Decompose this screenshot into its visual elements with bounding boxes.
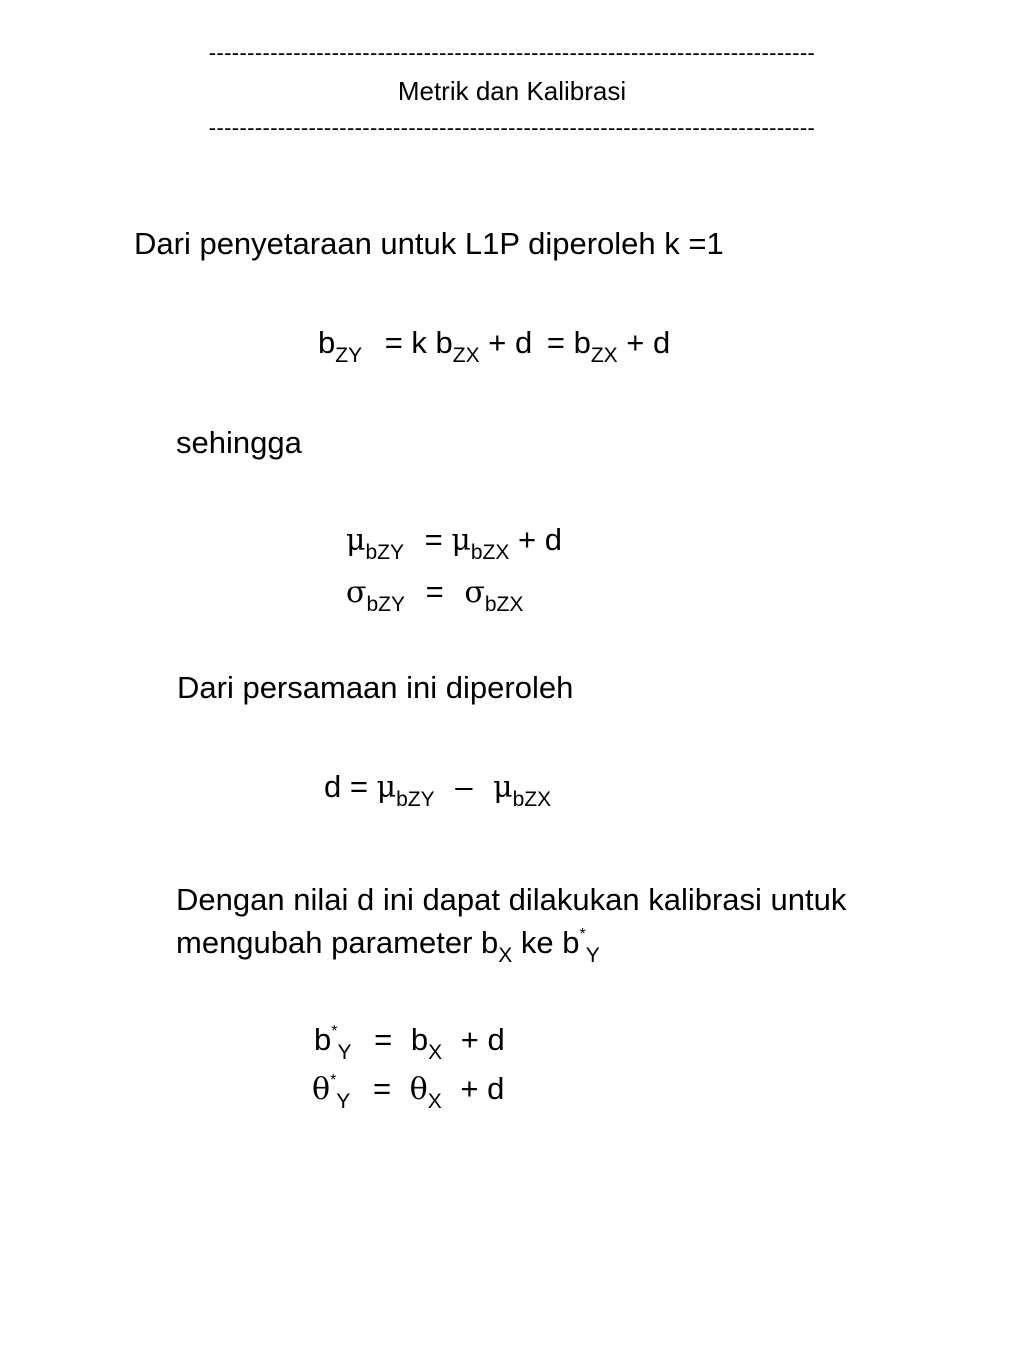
mu-sub-bzx: bZX bbox=[470, 540, 510, 564]
mu-symbol-2: μ bbox=[451, 523, 471, 558]
equation-mu bbox=[346, 522, 562, 564]
eq1-eq-b: = b bbox=[546, 325, 591, 360]
header-rule-bottom: ------------------------------------------------------------------------------- bbox=[208, 115, 816, 140]
d-minus: – bbox=[455, 769, 473, 804]
equation-b-star bbox=[314, 1022, 505, 1064]
d-sub-bzx: bZX bbox=[512, 787, 552, 811]
bstar-sub-y: Y bbox=[337, 1040, 352, 1064]
sehingga-text: sehingga bbox=[176, 425, 302, 460]
bstar-star: * bbox=[331, 1023, 338, 1041]
theta-symbol-2: θ bbox=[409, 1072, 428, 1107]
header-rule-top: ------------------------------------------------------------------------------- bbox=[208, 40, 816, 65]
sigma-symbol-2: σ bbox=[464, 575, 485, 610]
d-sub-bzy: bZY bbox=[396, 787, 435, 811]
sigma-sub-bzx: bZX bbox=[484, 592, 524, 616]
eq1-b: b bbox=[318, 325, 336, 360]
bstar-plus-d: + d bbox=[460, 1022, 505, 1057]
d-mu-symbol: μ bbox=[376, 770, 397, 805]
kalibrasi-sub-x: X bbox=[498, 943, 513, 967]
eq1-sub-zx-2: ZX bbox=[590, 343, 618, 367]
bstar-sub-x: X bbox=[428, 1040, 443, 1064]
eq1-plus-d-end: + d bbox=[626, 325, 671, 360]
kalibrasi-line-2 bbox=[176, 925, 600, 967]
d-mu-symbol-2: μ bbox=[493, 770, 513, 805]
theta-sub-x: X bbox=[427, 1089, 442, 1113]
theta-plus-d: + d bbox=[460, 1071, 505, 1106]
mu-plus-d: + d bbox=[518, 522, 562, 557]
page-title: Metrik dan Kalibrasi bbox=[397, 76, 627, 106]
eq1-sub-zx: ZX bbox=[452, 343, 480, 367]
theta-sub-y: Y bbox=[336, 1089, 351, 1113]
kalibrasi-ke: ke b bbox=[512, 925, 580, 960]
theta-symbol: θ bbox=[312, 1072, 331, 1107]
kalibrasi-text: mengubah parameter b bbox=[176, 925, 499, 960]
kalibrasi-line-1: Dengan nilai d ini dapat dilakukan kalibrasi untuk bbox=[176, 882, 847, 917]
equation-d bbox=[324, 769, 552, 811]
eq1-plus-d: + d bbox=[488, 325, 533, 360]
sigma-sub-bzy: bZY bbox=[366, 592, 405, 616]
bstar-bx: b bbox=[410, 1022, 429, 1057]
mu-eq: = bbox=[424, 522, 443, 557]
kalibrasi-sub-y: Y bbox=[585, 943, 600, 967]
sigma-symbol: σ bbox=[346, 575, 367, 610]
mu-symbol: μ bbox=[346, 523, 366, 558]
d-eq: d = bbox=[324, 769, 368, 804]
theta-eq: = bbox=[372, 1071, 392, 1106]
bstar-b: b bbox=[314, 1022, 332, 1057]
kalibrasi-star: * bbox=[579, 926, 586, 944]
eq1-sub-zy: ZY bbox=[335, 343, 363, 367]
sigma-eq: = bbox=[425, 574, 444, 609]
persamaan-text: Dari persamaan ini diperoleh bbox=[177, 670, 574, 705]
mu-sub-bzy: bZY bbox=[365, 540, 405, 564]
eq1-eq-kb: = k b bbox=[384, 325, 453, 360]
equation-theta-star bbox=[312, 1071, 505, 1113]
equation-bzy bbox=[318, 325, 671, 367]
theta-star: * bbox=[330, 1072, 337, 1090]
equation-sigma bbox=[346, 574, 524, 616]
bstar-eq: = bbox=[374, 1022, 393, 1057]
intro-text: Dari penyetaraan untuk L1P diperoleh k =1 bbox=[134, 226, 724, 261]
